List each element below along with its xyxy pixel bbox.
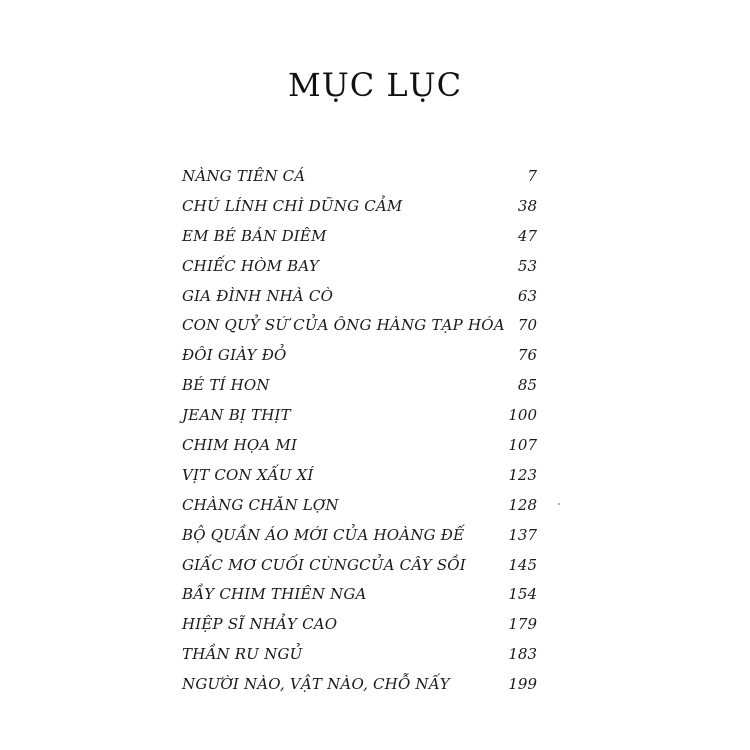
toc-entry-title: BỘ QUẦN ÁO MỚI CỦA HOÀNG ĐẾ (182, 525, 465, 544)
toc-entry-page: 137 (508, 525, 537, 544)
toc-row (182, 376, 537, 406)
toc-entry-page: 76 (517, 346, 537, 365)
toc-entry-page: 179 (508, 615, 537, 634)
toc-entry-title: THẦN RU NGỦ (182, 645, 303, 664)
toc-row (182, 316, 537, 346)
toc-entry-title: CHIẾC HÒM BAY (182, 256, 319, 275)
toc-row (182, 287, 537, 317)
toc-row (182, 257, 537, 287)
toc-entry-page: 47 (517, 226, 537, 245)
toc-entry-title: EM BÉ BÁN DIÊM (182, 226, 327, 245)
toc-entry-title: CHÀNG CHĂN LỢN (182, 495, 339, 514)
toc-row (182, 436, 537, 466)
toc-entry-title: CON QUỶ SỨ CỦA ÔNG HÀNG TẠP HÓA (182, 316, 505, 335)
toc-row (182, 466, 537, 496)
toc-row (182, 645, 537, 675)
toc-entry-page: 38 (517, 196, 537, 215)
page-title: MỤC LỤC (287, 66, 463, 104)
toc-entry-title: JEAN BỊ THỊT (182, 406, 291, 425)
toc-entry-title: NÀNG TIÊN CÁ (182, 167, 306, 185)
toc-row (182, 615, 537, 645)
toc-entry-page: 128 (508, 495, 537, 514)
toc-entry-page: 53 (517, 256, 537, 275)
toc-entry-page: 100 (508, 406, 537, 425)
toc-row (182, 556, 537, 586)
toc-entry-title: HIỆP SĨ NHẢY CAO (182, 615, 338, 634)
toc-row (182, 496, 537, 526)
toc-entry-page: 70 (517, 316, 537, 335)
toc-entry-title: BÉ TÍ HON (182, 376, 270, 395)
toc-entry-page: 85 (517, 376, 537, 395)
toc-row (182, 167, 537, 197)
paper-speck (558, 503, 560, 505)
toc-entry-page: 107 (508, 436, 537, 455)
toc-entry-title: CHÚ LÍNH CHÌ DŨNG CẢM (182, 196, 403, 215)
toc-entry-page: 63 (517, 286, 537, 305)
toc-entry-page: 154 (508, 585, 537, 604)
toc-row (182, 675, 537, 705)
toc-entry-page: 145 (508, 555, 537, 574)
toc-row (182, 227, 537, 257)
toc-entry-page: 183 (508, 645, 537, 664)
toc-entry-page: 123 (508, 465, 537, 484)
toc-entry-title: NGƯỜI NÀO, VẬT NÀO, CHỖ NẤY (182, 675, 450, 694)
toc-entry-title: VỊT CON XẤU XÍ (182, 465, 314, 484)
toc-row (182, 197, 537, 227)
toc-row (182, 526, 537, 556)
toc-entry-page: 7 (527, 167, 537, 185)
toc-row (182, 585, 537, 615)
toc-row (182, 346, 537, 376)
toc-entry-title: ĐÔI GIÀY ĐỎ (182, 346, 287, 365)
table-of-contents (182, 167, 537, 705)
toc-row (182, 406, 537, 436)
toc-entry-title: BẦY CHIM THIÊN NGA (182, 585, 367, 604)
toc-entry-title: CHIM HỌA MI (182, 436, 298, 455)
toc-entry-page: 199 (508, 675, 537, 694)
toc-entry-title: GIẤC MƠ CUỐI CÙNGCỦA CÂY SỒI (182, 555, 466, 574)
toc-entry-title: GIA ĐÌNH NHÀ CÒ (182, 286, 334, 305)
